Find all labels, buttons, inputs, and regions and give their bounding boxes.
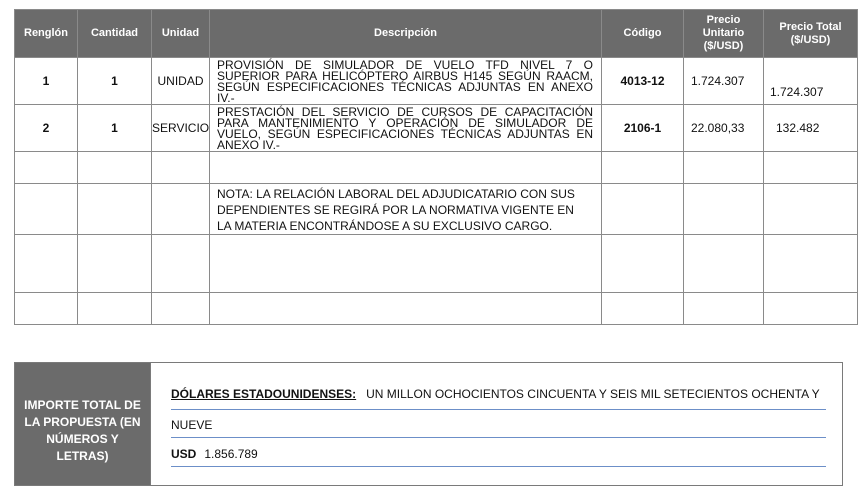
header-precio-unitario-line1: Precio (706, 14, 741, 26)
cell-codigo: 4013-12 (602, 58, 684, 105)
usd-value: 1.856.789 (204, 447, 258, 461)
header-descripcion: Descripción (210, 10, 602, 58)
table-row (15, 105, 858, 152)
words-label: DÓLARES ESTADOUNIDENSES: (171, 387, 357, 401)
amount-words-line-2 (171, 418, 826, 438)
cell-precio-total: 132.482 (764, 105, 858, 152)
cell-descripcion: PROVISIÓN DE SIMULADOR DE VUELO TFD NIVEL 7 O SUPERIOR PARA HELICÓPTERO AIRBUS H145 SEGÚN RAACM, SEGÚN ESPECIFICACIONES TÉCNICAS ADJUNTAS EN ANEXO IV.- (210, 58, 602, 105)
cell-precio-total: 1.724.307 (764, 58, 858, 105)
header-codigo: Código (602, 10, 684, 58)
header-renglon: Renglón (15, 10, 78, 58)
cell-codigo: 2106-1 (602, 105, 684, 152)
cell-precio-unitario: 22.080,33 (684, 105, 764, 152)
table-row-empty (15, 235, 858, 293)
cell-unidad: SERVICIO (152, 105, 210, 152)
note-text: NOTA: LA RELACIÓN LABORAL DEL ADJUDICATARIO CON SUS DEPENDIENTES SE REGIRÁ POR LA NORMATIVA VIGENTE EN LA MATERIA ENCONTRÁNDOSE A SU EXCLUSIVO CARGO. (210, 184, 602, 235)
cell-renglon: 2 (15, 105, 78, 152)
amount-number-line (171, 447, 826, 467)
words-value-line2: NUEVE (171, 418, 213, 432)
amount-words-line-1 (171, 387, 826, 410)
header-precio-total-line1: Precio Total (779, 20, 842, 33)
words-value-line1: UN MILLON OCHOCIENTOS CINCUENTA Y SEIS MIL SETECIENTOS OCHENTA Y (366, 387, 820, 401)
totals-label: IMPORTE TOTAL DE LA PROPUESTA (EN NÚMEROS Y LETRAS) (15, 363, 151, 485)
cell-cantidad: 1 (78, 105, 152, 152)
header-precio-unitario-line2: Unitario (702, 27, 745, 39)
cell-unidad: UNIDAD (152, 58, 210, 105)
quote-table (14, 9, 858, 325)
header-precio-unitario (684, 10, 764, 58)
table-row-note (15, 184, 858, 235)
table-row (15, 58, 858, 105)
usd-label: USD (171, 447, 197, 461)
totals-body (151, 363, 842, 485)
header-unidad: Unidad (152, 10, 210, 58)
cell-cantidad: 1 (78, 58, 152, 105)
cell-descripcion: PRESTACIÓN DEL SERVICIO DE CURSOS DE CAPACITACIÓN PARA MANTENIMIENTO Y OPERACIÓN DE SIMULADOR DE VUELO, SEGÚN ESPECIFICACIONES TÉCNICAS ADJUNTAS EN ANEXO IV.- (210, 105, 602, 152)
header-cantidad: Cantidad (78, 10, 152, 58)
totals-box (14, 362, 843, 486)
table-row-empty (15, 293, 858, 325)
table-row-empty (15, 152, 858, 184)
header-precio-total-line2: ($/USD) (790, 33, 831, 46)
cell-precio-unitario: 1.724.307 (684, 58, 764, 105)
header-precio-unitario-line3: ($/USD) (703, 40, 744, 52)
header-row (15, 10, 858, 58)
cell-renglon: 1 (15, 58, 78, 105)
header-precio-total (764, 10, 858, 58)
